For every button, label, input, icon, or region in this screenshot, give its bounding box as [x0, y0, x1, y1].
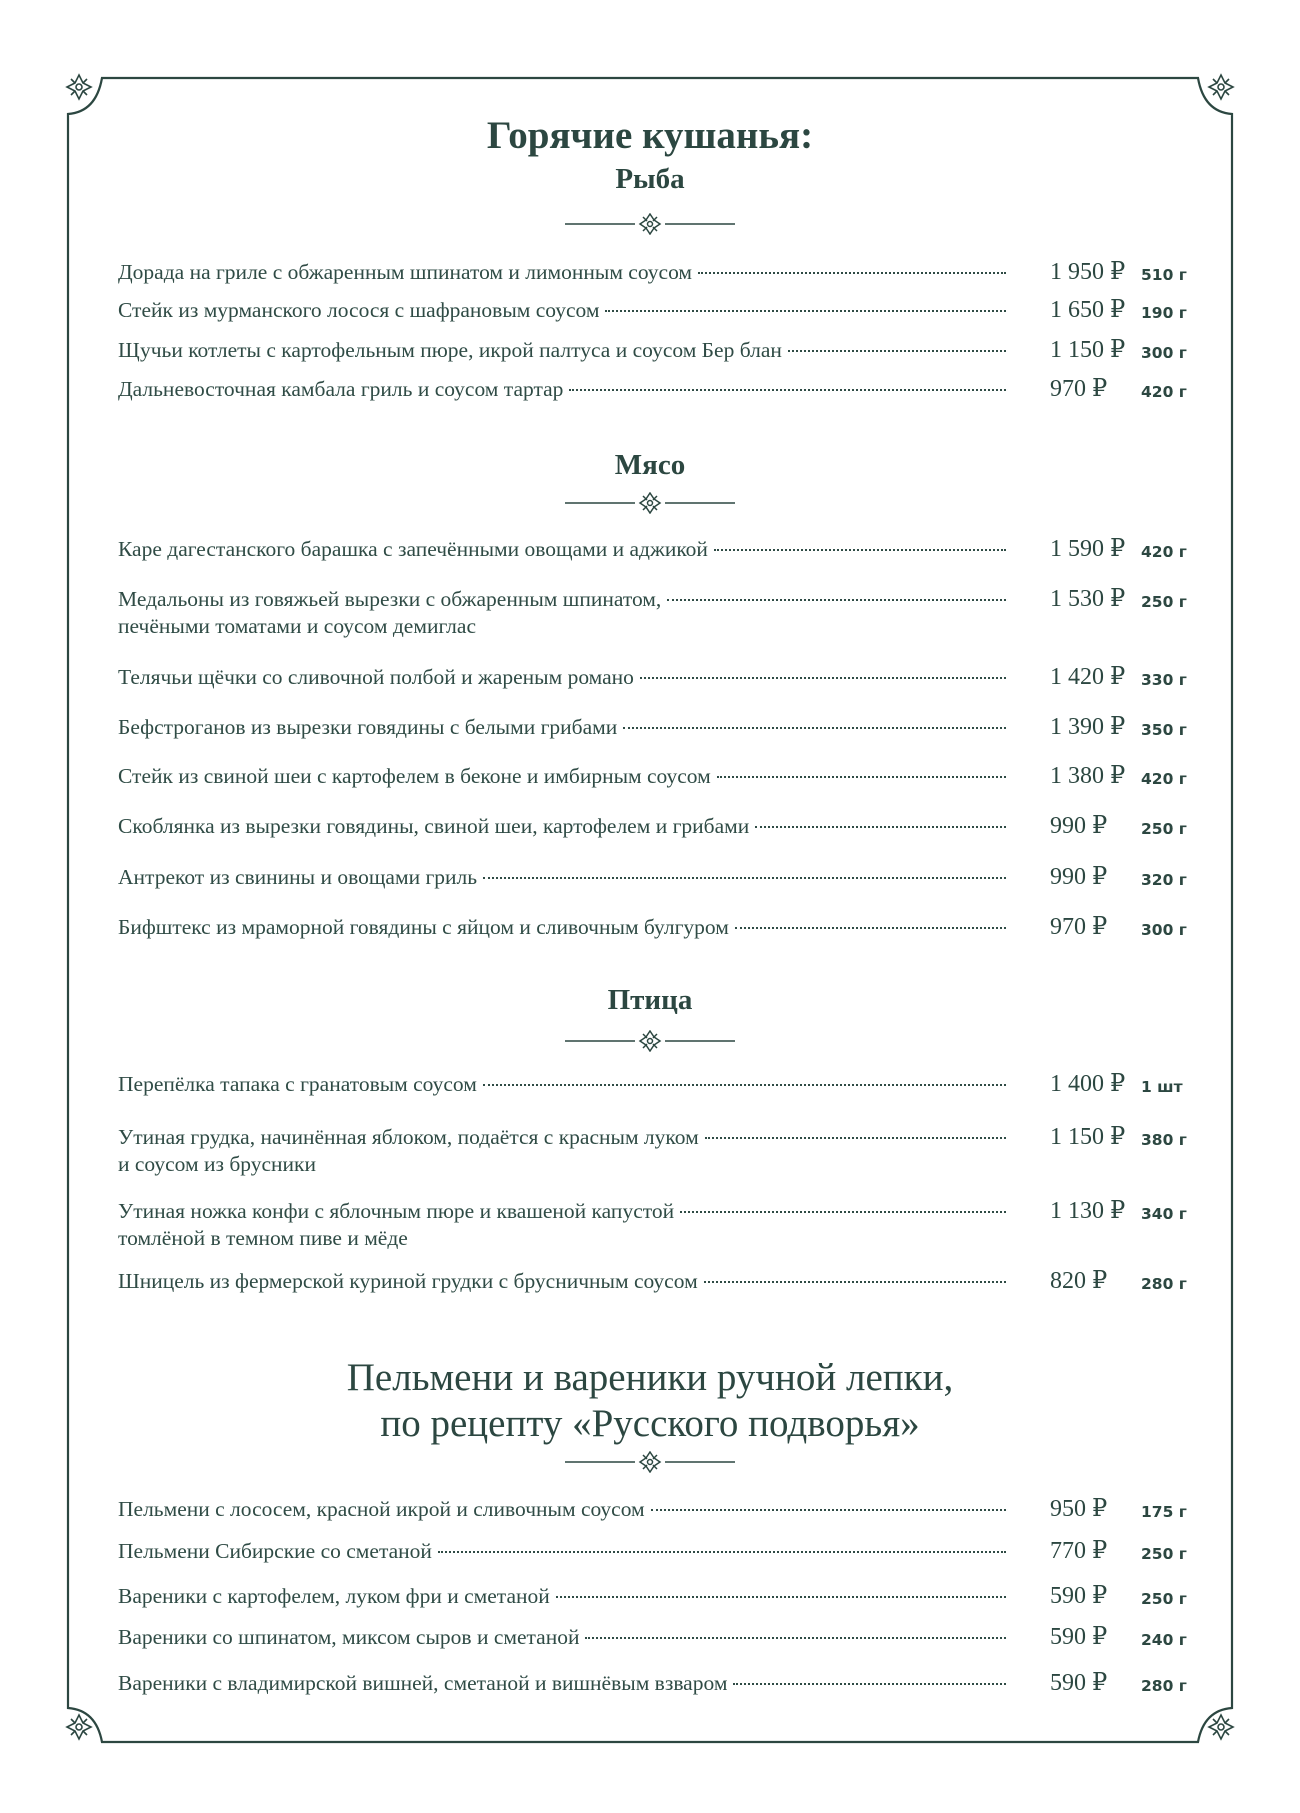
item-name-continued: и соусом из брусники: [118, 1152, 317, 1176]
item-name: Медальоны из говяжьей вырезки с обжаренным шпинатом,: [118, 587, 662, 611]
item-name: Бифштекс из мраморной говядины с яйцом и сливочным булгуром: [118, 915, 729, 939]
leader-dots: [698, 272, 1006, 274]
divider-ornament-icon: [565, 1030, 735, 1052]
leader-dots: [640, 677, 1006, 679]
leader-dots: [717, 776, 1006, 778]
item-name: Перепёлка тапака с гранатовым соусом: [118, 1072, 477, 1096]
item-weight: 420 г: [1141, 543, 1187, 561]
item-name: Антрекот из свинины и овощами гриль: [118, 865, 478, 889]
item-weight: 250 г: [1141, 1545, 1187, 1563]
corner-ornament-icon: [65, 73, 93, 101]
item-name-continued: томлёной в темном пиве и мёде: [118, 1226, 408, 1250]
item-weight: 250 г: [1141, 820, 1187, 838]
item-price: 1 420 ₽: [1050, 664, 1126, 690]
section-title-meat: Мясо: [614, 449, 686, 481]
item-name: Каре дагестанского барашка с запечёнными овощами и аджикой: [118, 537, 708, 561]
item-name: Стейк из свиной шеи с картофелем в беконе и имбирным соусом: [118, 764, 711, 788]
item-name: Утиная грудка, начинённая яблоком, подаётся с красным луком: [118, 1125, 699, 1149]
section-title-fish: Рыба: [615, 163, 685, 195]
item-weight: 280 г: [1141, 1677, 1187, 1695]
corner-ornament-icon: [1207, 1713, 1235, 1741]
item-weight: 190 г: [1141, 304, 1187, 322]
item-weight: 510 г: [1141, 266, 1187, 284]
item-price: 970 ₽: [1050, 914, 1108, 940]
leader-dots: [605, 310, 1006, 312]
item-price: 1 590 ₽: [1050, 536, 1126, 562]
divider-ornament-icon: [565, 1451, 735, 1473]
leader-dots: [705, 1137, 1006, 1139]
item-name: Вареники со шпинатом, миксом сыров и сметаной: [118, 1625, 580, 1649]
item-price: 1 950 ₽: [1050, 259, 1126, 285]
item-weight: 420 г: [1141, 770, 1187, 788]
leader-dots: [704, 1281, 1006, 1283]
leader-dots: [438, 1551, 1006, 1553]
leader-dots: [651, 1509, 1006, 1511]
item-price: 1 530 ₽: [1050, 586, 1126, 612]
item-price: 1 650 ₽: [1050, 297, 1126, 323]
item-name: Утиная ножка конфи с яблочным пюре и квашеной капустой: [118, 1199, 675, 1223]
item-price: 590 ₽: [1050, 1583, 1108, 1609]
item-price: 990 ₽: [1050, 813, 1108, 839]
section-title-line: Пельмени и вареники ручной лепки,: [346, 1356, 954, 1399]
page-title: Горячие кушанья:: [486, 114, 814, 157]
leader-dots: [733, 1683, 1006, 1685]
item-weight: 380 г: [1141, 1131, 1187, 1149]
item-price: 950 ₽: [1050, 1496, 1108, 1522]
item-name: Вареники с владимирской вишней, сметаной и вишнёвым взваром: [118, 1671, 728, 1695]
item-name-continued: печёными томатами и соусом демиглас: [118, 614, 476, 638]
item-name: Бефстроганов из вырезки говядины с белыми грибами: [118, 715, 618, 739]
item-price: 1 150 ₽: [1050, 337, 1126, 363]
item-price: 770 ₽: [1050, 1538, 1108, 1564]
item-name: Дальневосточная камбала гриль и соусом тартар: [118, 377, 564, 401]
item-weight: 300 г: [1141, 344, 1187, 362]
item-name: Шницель из фермерской куриной грудки с брусничным соусом: [118, 1269, 698, 1293]
item-price: 590 ₽: [1050, 1670, 1108, 1696]
item-price: 1 130 ₽: [1050, 1198, 1126, 1224]
section-title-poultry: Птица: [607, 984, 693, 1016]
item-name: Телячьи щёчки со сливочной полбой и жареным романо: [118, 665, 634, 689]
corner-ornament-icon: [1207, 73, 1235, 101]
item-price: 1 400 ₽: [1050, 1071, 1126, 1097]
item-price: 1 380 ₽: [1050, 763, 1126, 789]
leader-dots: [585, 1637, 1006, 1639]
leader-dots: [735, 927, 1006, 929]
divider-ornament-icon: [565, 492, 735, 514]
leader-dots: [569, 389, 1006, 391]
leader-dots: [483, 1084, 1006, 1086]
section-title-line: по рецепту «Русского подворья»: [380, 1402, 920, 1445]
item-weight: 280 г: [1141, 1275, 1187, 1293]
leader-dots: [556, 1596, 1006, 1598]
item-weight: 240 г: [1141, 1631, 1187, 1649]
item-price: 1 390 ₽: [1050, 714, 1126, 740]
leader-dots: [483, 877, 1006, 879]
item-weight: 250 г: [1141, 1590, 1187, 1608]
leader-dots: [680, 1211, 1006, 1213]
item-name: Стейк из мурманского лосося с шафрановым соусом: [118, 298, 600, 322]
item-name: Щучьи котлеты с картофельным пюре, икрой палтуса и соусом Бер блан: [118, 338, 782, 362]
divider-ornament-icon: [565, 213, 735, 235]
item-weight: 1 шт: [1141, 1078, 1183, 1096]
item-weight: 340 г: [1141, 1205, 1187, 1223]
item-price: 590 ₽: [1050, 1624, 1108, 1650]
item-weight: 300 г: [1141, 921, 1187, 939]
item-weight: 320 г: [1141, 871, 1187, 889]
section-title-dumplings: [0, 1355, 1300, 1447]
leader-dots: [714, 549, 1006, 551]
item-weight: 330 г: [1141, 671, 1187, 689]
item-name: Вареники с картофелем, луком фри и сметаной: [118, 1584, 550, 1608]
item-price: 1 150 ₽: [1050, 1124, 1126, 1150]
item-weight: 250 г: [1141, 593, 1187, 611]
item-name: Скоблянка из вырезки говядины, свиной шеи, картофелем и грибами: [118, 814, 750, 838]
item-price: 970 ₽: [1050, 376, 1108, 402]
item-weight: 350 г: [1141, 721, 1187, 739]
item-name: Пельмени Сибирские со сметаной: [118, 1539, 432, 1563]
item-price: 990 ₽: [1050, 864, 1108, 890]
item-weight: 420 г: [1141, 383, 1187, 401]
leader-dots: [623, 727, 1006, 729]
item-name: Пельмени с лососем, красной икрой и сливочным соусом: [118, 1497, 645, 1521]
leader-dots: [788, 350, 1006, 352]
leader-dots: [755, 826, 1006, 828]
corner-ornament-icon: [65, 1713, 93, 1741]
item-weight: 175 г: [1141, 1503, 1187, 1521]
leader-dots: [667, 599, 1006, 601]
item-name: Дорада на гриле с обжаренным шпинатом и лимонным соусом: [118, 260, 693, 284]
item-price: 820 ₽: [1050, 1268, 1108, 1294]
